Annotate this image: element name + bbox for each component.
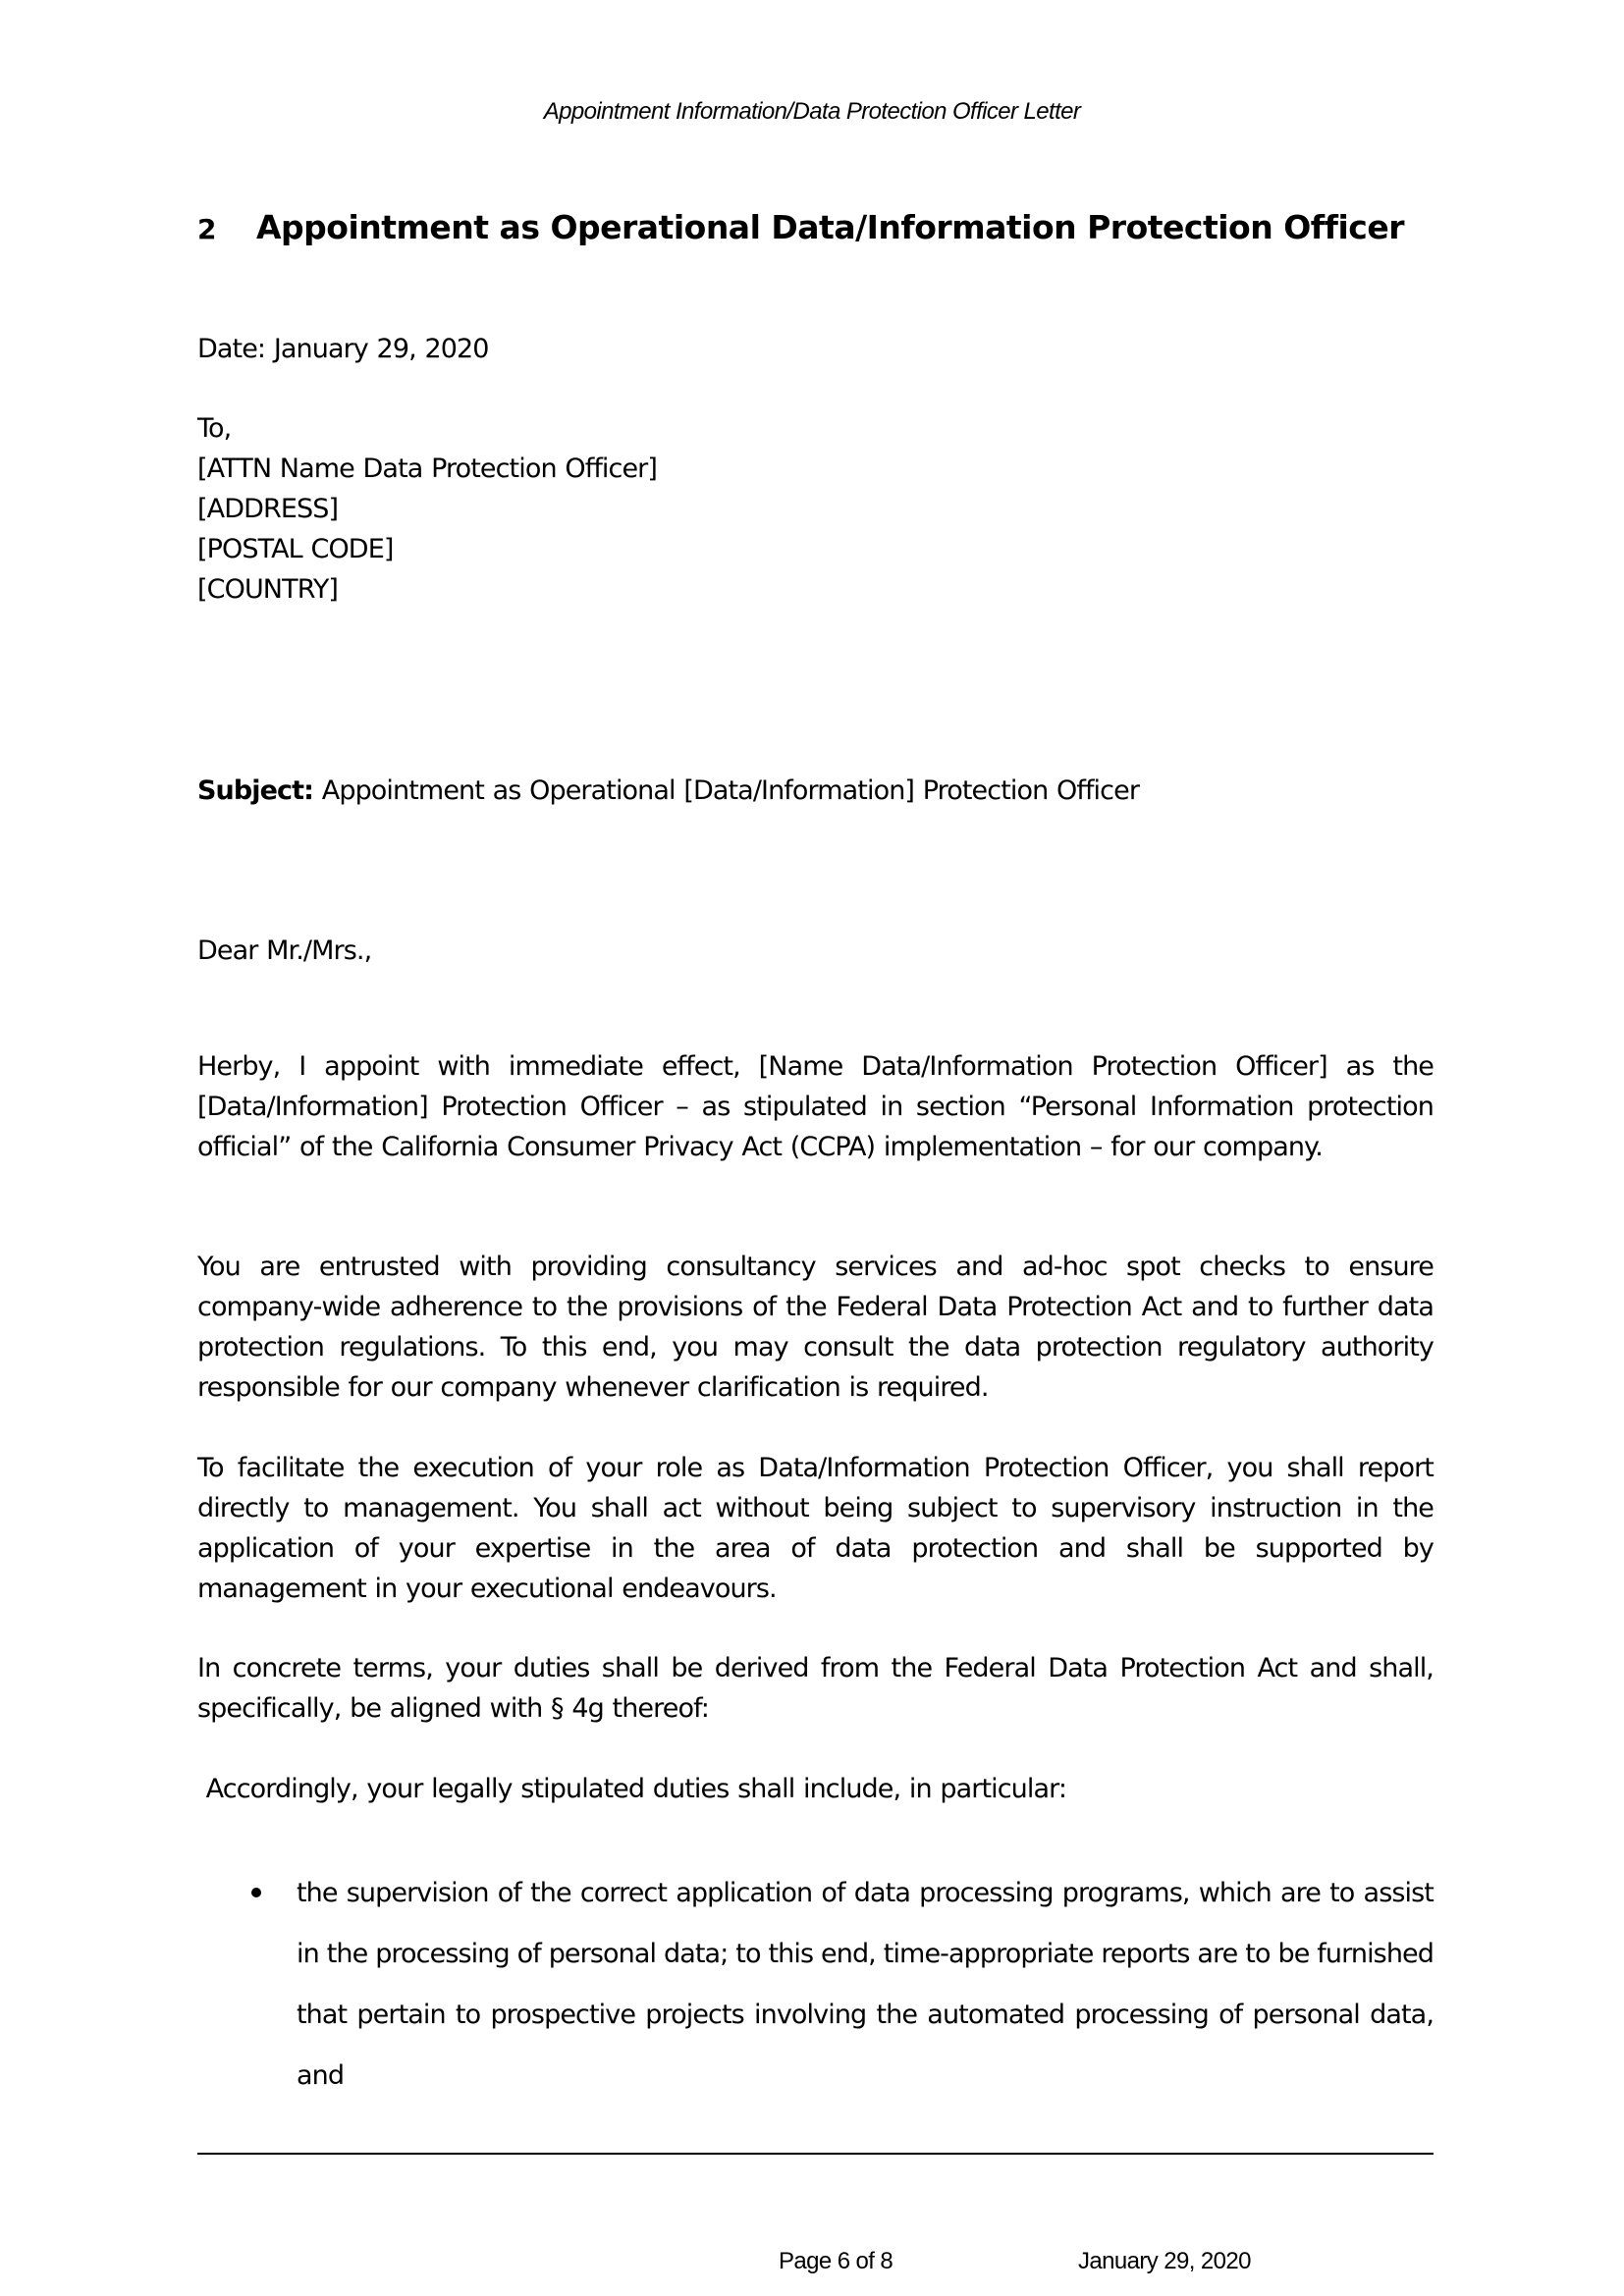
recipient-country: [COUNTRY] [197,574,339,605]
recipient-block [197,408,1434,610]
paragraph-duties-overview: You are entrusted with providing consultancy services and ad-hoc spot checks to ensure company-wide adherence to the provisions of the Federal Data Protection Act and to further data protection regulations. To this end, you may consult the data protection regulatory authority responsible for our company whenever clarification is required. [197,1252,1434,1403]
subject-line [197,771,1434,811]
paragraph-appointment: Herby, I appoint with immediate effect, [Name Data/Information Protection Officer] as the [Data/Information] Protection Officer – as stipulated in section “Personal Information protection official” of the California Consumer Privacy Act (CCPA) implementation – for our company. [197,1051,1434,1162]
paragraph-legal-basis: In concrete terms, your duties shall be derived from the Federal Data Protection Act and shall, specifically, be aligned with § 4g thereof: [197,1653,1434,1724]
section-heading [197,208,1404,246]
greeting: Dear Mr./Mrs., [197,935,372,966]
bullet-icon [251,1888,261,1897]
paragraph-reporting: To facilitate the execution of your role as Data/Information Protection Officer, you shall report directly to management. You shall act without being subject to supervisory instruction in the application of your expertise in the area of data protection and shall be supported by management in your executional endeavours. [197,1453,1434,1604]
list-item-text: the supervision of the correct application of data processing programs, which are to assist in the processing of personal data; to this end, time-appropriate reports are to be furnished that pertain to prospective projects involving the automated processing of personal data, and [297,1878,1434,2091]
list-item [197,1863,1434,2107]
recipient-to: To, [197,413,232,444]
date-line: Date: January 29, 2020 [197,334,489,364]
recipient-address: [ADDRESS] [197,494,339,524]
duties-list [197,1863,1434,2107]
subject-text: Appointment as Operational [Data/Information] Protection Officer [313,775,1140,806]
paragraph-duties-intro: Accordingly, your legally stipulated duties shall include, in particular: [197,1774,1067,1804]
footer-divider [197,2153,1434,2155]
running-header: Appointment Information/Data Protection Officer Letter [543,98,1081,125]
subject-label: Subject: [197,775,314,806]
recipient-name: [ATTN Name Data Protection Officer] [197,454,658,484]
recipient-postal-code: [POSTAL CODE] [197,534,394,564]
section-number: 2 [197,213,216,245]
section-title: Appointment as Operational Data/Information Protection Officer [256,208,1404,246]
page-number: Page 6 of 8 [779,2248,893,2274]
footer-date: January 29, 2020 [1078,2248,1251,2274]
